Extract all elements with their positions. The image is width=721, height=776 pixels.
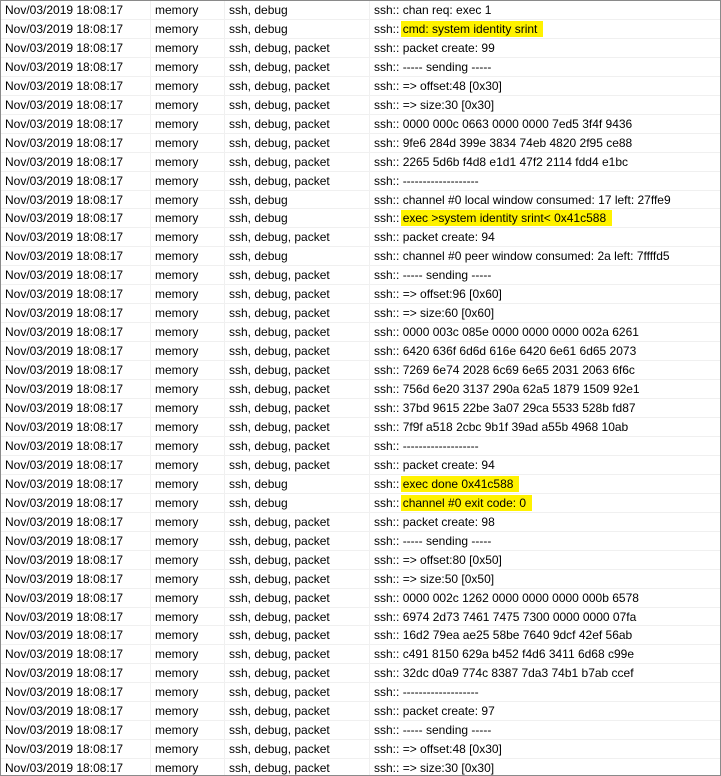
log-row[interactable] xyxy=(1,626,720,645)
log-topic: memory xyxy=(151,740,225,759)
log-tags: ssh, debug, packet xyxy=(225,608,370,627)
log-message xyxy=(370,513,720,532)
log-topic: memory xyxy=(151,759,225,776)
highlighted-text: exec done 0x41c588 xyxy=(401,476,520,492)
log-row[interactable] xyxy=(1,702,720,721)
log-prefix: ssh:: xyxy=(374,419,400,434)
log-text: => size:50 [0x50] xyxy=(402,571,495,586)
log-prefix: ssh:: xyxy=(374,647,400,662)
log-row[interactable] xyxy=(1,494,720,513)
highlighted-text: cmd: system identity srint xyxy=(401,21,544,37)
log-topic: memory xyxy=(151,645,225,664)
log-tags: ssh, debug, packet xyxy=(225,96,370,115)
log-row[interactable] xyxy=(1,58,720,77)
log-prefix: ssh:: xyxy=(374,438,400,453)
log-topic: memory xyxy=(151,342,225,361)
log-row[interactable] xyxy=(1,645,720,664)
log-text: => offset:80 [0x50] xyxy=(402,552,502,567)
log-time: Nov/03/2019 18:08:17 xyxy=(1,721,151,740)
log-row[interactable] xyxy=(1,361,720,380)
log-topic: memory xyxy=(151,228,225,247)
log-topic: memory xyxy=(151,570,225,589)
log-tags: ssh, debug, packet xyxy=(225,532,370,551)
log-prefix: ssh:: xyxy=(374,287,400,302)
log-tags: ssh, debug, packet xyxy=(225,361,370,380)
log-tags: ssh, debug, packet xyxy=(225,721,370,740)
log-topic: memory xyxy=(151,626,225,645)
log-row[interactable] xyxy=(1,115,720,134)
log-time: Nov/03/2019 18:08:17 xyxy=(1,209,151,228)
log-prefix: ssh:: xyxy=(374,723,400,738)
log-time: Nov/03/2019 18:08:17 xyxy=(1,664,151,683)
log-message xyxy=(370,702,720,721)
log-text: 7269 6e74 2028 6c69 6e65 2031 2063 6f6c xyxy=(402,363,635,378)
log-time: Nov/03/2019 18:08:17 xyxy=(1,361,151,380)
log-topic: memory xyxy=(151,266,225,285)
log-tags: ssh, debug, packet xyxy=(225,285,370,304)
log-message xyxy=(370,532,720,551)
log-row[interactable] xyxy=(1,759,720,776)
log-topic: memory xyxy=(151,551,225,570)
log-topic: memory xyxy=(151,589,225,608)
log-text: 32dc d0a9 774c 8387 7da3 74b1 b7ab ccef xyxy=(402,666,634,681)
log-time: Nov/03/2019 18:08:17 xyxy=(1,380,151,399)
log-prefix: ssh:: xyxy=(374,97,400,112)
log-tags: ssh, debug, packet xyxy=(225,134,370,153)
log-topic: memory xyxy=(151,96,225,115)
log-tags: ssh, debug, packet xyxy=(225,380,370,399)
log-text: packet create: 97 xyxy=(402,704,495,719)
log-tags: ssh, debug, packet xyxy=(225,437,370,456)
log-topic: memory xyxy=(151,702,225,721)
log-time: Nov/03/2019 18:08:17 xyxy=(1,266,151,285)
log-message xyxy=(370,77,720,96)
log-row[interactable] xyxy=(1,589,720,608)
log-row[interactable] xyxy=(1,380,720,399)
log-prefix: ssh:: xyxy=(374,192,400,207)
log-message xyxy=(370,342,720,361)
log-row[interactable] xyxy=(1,342,720,361)
log-text: 0000 003c 085e 0000 0000 0000 002a 6261 xyxy=(402,325,639,340)
log-topic: memory xyxy=(151,513,225,532)
log-prefix: ssh:: xyxy=(374,552,400,567)
log-row[interactable] xyxy=(1,399,720,418)
log-row[interactable] xyxy=(1,721,720,740)
log-time: Nov/03/2019 18:08:17 xyxy=(1,475,151,494)
log-row[interactable] xyxy=(1,323,720,342)
log-time: Nov/03/2019 18:08:17 xyxy=(1,39,151,58)
log-row[interactable] xyxy=(1,134,720,153)
log-time: Nov/03/2019 18:08:17 xyxy=(1,228,151,247)
log-text: 6974 2d73 7461 7475 7300 0000 0000 07fa xyxy=(402,609,637,624)
log-row[interactable] xyxy=(1,153,720,172)
log-topic: memory xyxy=(151,475,225,494)
log-message xyxy=(370,608,720,627)
log-tags: ssh, debug, packet xyxy=(225,342,370,361)
log-message xyxy=(370,683,720,702)
log-row[interactable] xyxy=(1,513,720,532)
log-prefix: ssh:: xyxy=(374,666,400,681)
log-message xyxy=(370,759,720,776)
log-prefix: ssh:: xyxy=(374,344,400,359)
log-tags: ssh, debug, packet xyxy=(225,304,370,323)
log-row[interactable] xyxy=(1,209,720,228)
log-text: => offset:48 [0x30] xyxy=(402,742,502,757)
log-text: ------------------- xyxy=(402,173,479,188)
log-prefix: ssh:: xyxy=(374,59,400,74)
log-tags: ssh, debug xyxy=(225,475,370,494)
log-list[interactable] xyxy=(1,1,720,776)
log-text: packet create: 99 xyxy=(402,40,495,55)
log-time: Nov/03/2019 18:08:17 xyxy=(1,532,151,551)
log-message xyxy=(370,551,720,570)
log-time: Nov/03/2019 18:08:17 xyxy=(1,96,151,115)
log-time: Nov/03/2019 18:08:17 xyxy=(1,702,151,721)
log-message xyxy=(370,721,720,740)
log-tags: ssh, debug, packet xyxy=(225,702,370,721)
log-tags: ssh, debug, packet xyxy=(225,323,370,342)
log-message xyxy=(370,740,720,759)
log-message xyxy=(370,191,720,210)
log-text: 37bd 9615 22be 3a07 29ca 5533 528b fd87 xyxy=(402,401,636,416)
log-topic: memory xyxy=(151,532,225,551)
log-text: 756d 6e20 3137 290a 62a5 1879 1509 92e1 xyxy=(402,382,640,397)
log-message xyxy=(370,20,720,39)
log-time: Nov/03/2019 18:08:17 xyxy=(1,589,151,608)
log-topic: memory xyxy=(151,153,225,172)
log-message xyxy=(370,456,720,475)
log-topic: memory xyxy=(151,608,225,627)
log-tags: ssh, debug, packet xyxy=(225,759,370,776)
log-prefix: ssh:: xyxy=(374,21,400,36)
log-text: ----- sending ----- xyxy=(402,723,492,738)
log-topic: memory xyxy=(151,361,225,380)
log-topic: memory xyxy=(151,20,225,39)
log-row[interactable] xyxy=(1,266,720,285)
log-topic: memory xyxy=(151,683,225,702)
log-tags: ssh, debug, packet xyxy=(225,228,370,247)
log-tags: ssh, debug, packet xyxy=(225,172,370,191)
log-time: Nov/03/2019 18:08:17 xyxy=(1,437,151,456)
log-tags: ssh, debug, packet xyxy=(225,683,370,702)
log-row[interactable] xyxy=(1,437,720,456)
log-time: Nov/03/2019 18:08:17 xyxy=(1,1,151,20)
log-prefix: ssh:: xyxy=(374,325,400,340)
log-text: => size:30 [0x30] xyxy=(402,97,495,112)
log-text: ----- sending ----- xyxy=(402,59,492,74)
log-prefix: ssh:: xyxy=(374,116,400,131)
log-message xyxy=(370,304,720,323)
log-text: packet create: 94 xyxy=(402,230,495,245)
log-prefix: ssh:: xyxy=(374,382,400,397)
log-prefix: ssh:: xyxy=(374,761,400,776)
log-message xyxy=(370,475,720,494)
log-prefix: ssh:: xyxy=(374,628,400,643)
log-prefix: ssh:: xyxy=(374,514,400,529)
log-prefix: ssh:: xyxy=(374,571,400,586)
log-time: Nov/03/2019 18:08:17 xyxy=(1,494,151,513)
log-time: Nov/03/2019 18:08:17 xyxy=(1,285,151,304)
log-message xyxy=(370,664,720,683)
log-message xyxy=(370,323,720,342)
log-row[interactable] xyxy=(1,77,720,96)
log-tags: ssh, debug, packet xyxy=(225,115,370,134)
log-text: channel #0 peer window consumed: 2a left: 7ffffd5 xyxy=(402,249,670,264)
log-message xyxy=(370,115,720,134)
log-text: c491 8150 629a b452 f4d6 3411 6d68 c99e xyxy=(402,647,635,662)
log-topic: memory xyxy=(151,494,225,513)
log-text: ----- sending ----- xyxy=(402,533,492,548)
log-topic: memory xyxy=(151,285,225,304)
log-tags: ssh, debug, packet xyxy=(225,551,370,570)
log-time: Nov/03/2019 18:08:17 xyxy=(1,247,151,266)
log-time: Nov/03/2019 18:08:17 xyxy=(1,172,151,191)
log-text: chan req: exec 1 xyxy=(402,3,492,17)
log-prefix: ssh:: xyxy=(374,685,400,700)
log-row[interactable] xyxy=(1,570,720,589)
log-prefix: ssh:: xyxy=(374,704,400,719)
log-topic: memory xyxy=(151,115,225,134)
log-text: channel #0 local window consumed: 17 left: 27ffe9 xyxy=(402,192,671,207)
log-topic: memory xyxy=(151,39,225,58)
log-tags: ssh, debug, packet xyxy=(225,570,370,589)
log-topic: memory xyxy=(151,437,225,456)
log-tags: ssh, debug, packet xyxy=(225,664,370,683)
log-time: Nov/03/2019 18:08:17 xyxy=(1,115,151,134)
log-tags: ssh, debug, packet xyxy=(225,645,370,664)
log-tags: ssh, debug xyxy=(225,247,370,266)
log-row[interactable] xyxy=(1,683,720,702)
log-prefix: ssh:: xyxy=(374,211,400,226)
log-prefix: ssh:: xyxy=(374,609,400,624)
log-row[interactable] xyxy=(1,191,720,210)
log-text: 6420 636f 6d6d 616e 6420 6e61 6d65 2073 xyxy=(402,344,637,359)
log-text: => size:30 [0x30] xyxy=(402,761,495,776)
log-row[interactable] xyxy=(1,608,720,627)
log-topic: memory xyxy=(151,191,225,210)
log-prefix: ssh:: xyxy=(374,249,400,264)
log-text: ------------------- xyxy=(402,438,479,453)
log-tags: ssh, debug, packet xyxy=(225,399,370,418)
log-topic: memory xyxy=(151,721,225,740)
log-text: packet create: 94 xyxy=(402,457,495,472)
log-row[interactable] xyxy=(1,418,720,437)
log-topic: memory xyxy=(151,247,225,266)
log-tags: ssh, debug, packet xyxy=(225,418,370,437)
highlighted-text: exec >system identity srint< 0x41c588 xyxy=(401,210,612,226)
log-topic: memory xyxy=(151,1,225,20)
log-time: Nov/03/2019 18:08:17 xyxy=(1,153,151,172)
log-topic: memory xyxy=(151,664,225,683)
log-prefix: ssh:: xyxy=(374,476,400,491)
log-time: Nov/03/2019 18:08:17 xyxy=(1,20,151,39)
log-tags: ssh, debug, packet xyxy=(225,58,370,77)
log-text: 2265 5d6b f4d8 e1d1 47f2 2114 fdd4 e1bc xyxy=(402,154,629,169)
log-topic: memory xyxy=(151,172,225,191)
log-message xyxy=(370,209,720,228)
log-prefix: ssh:: xyxy=(374,268,400,283)
log-prefix: ssh:: xyxy=(374,457,400,472)
log-text: 0000 002c 1262 0000 0000 0000 000b 6578 xyxy=(402,590,639,605)
log-text: 16d2 79ea ae25 58be 7640 9dcf 42ef 56ab xyxy=(402,628,633,643)
log-message xyxy=(370,58,720,77)
highlighted-text: channel #0 exit code: 0 xyxy=(401,495,532,511)
log-tags: ssh, debug, packet xyxy=(225,456,370,475)
log-message xyxy=(370,437,720,456)
log-time: Nov/03/2019 18:08:17 xyxy=(1,608,151,627)
log-message xyxy=(370,645,720,664)
log-prefix: ssh:: xyxy=(374,363,400,378)
log-prefix: ssh:: xyxy=(374,173,400,188)
log-topic: memory xyxy=(151,418,225,437)
log-row[interactable] xyxy=(1,304,720,323)
log-row[interactable] xyxy=(1,20,720,39)
log-tags: ssh, debug, packet xyxy=(225,77,370,96)
log-prefix: ssh:: xyxy=(374,40,400,55)
log-prefix: ssh:: xyxy=(374,154,400,169)
log-row[interactable] xyxy=(1,475,720,494)
log-message xyxy=(370,247,720,266)
log-tags: ssh, debug, packet xyxy=(225,589,370,608)
log-tags: ssh, debug, packet xyxy=(225,266,370,285)
log-tags: ssh, debug xyxy=(225,191,370,210)
log-topic: memory xyxy=(151,304,225,323)
log-topic: memory xyxy=(151,323,225,342)
log-text: 7f9f a518 2cbc 9b1f 39ad a55b 4968 10ab xyxy=(402,419,629,434)
log-time: Nov/03/2019 18:08:17 xyxy=(1,551,151,570)
log-row[interactable] xyxy=(1,740,720,759)
log-topic: memory xyxy=(151,209,225,228)
log-tags: ssh, debug xyxy=(225,1,370,20)
log-time: Nov/03/2019 18:08:17 xyxy=(1,645,151,664)
log-tags: ssh, debug, packet xyxy=(225,39,370,58)
log-prefix: ssh:: xyxy=(374,495,400,510)
log-time: Nov/03/2019 18:08:17 xyxy=(1,626,151,645)
log-time: Nov/03/2019 18:08:17 xyxy=(1,418,151,437)
log-message xyxy=(370,1,720,20)
log-tags: ssh, debug, packet xyxy=(225,153,370,172)
log-text: packet create: 98 xyxy=(402,514,495,529)
log-row[interactable] xyxy=(1,456,720,475)
log-message xyxy=(370,266,720,285)
log-topic: memory xyxy=(151,399,225,418)
log-topic: memory xyxy=(151,77,225,96)
log-message xyxy=(370,380,720,399)
log-message xyxy=(370,626,720,645)
log-message xyxy=(370,134,720,153)
log-prefix: ssh:: xyxy=(374,78,400,93)
log-row[interactable] xyxy=(1,532,720,551)
log-message xyxy=(370,361,720,380)
log-text: 9fe6 284d 399e 3834 74eb 4820 2f95 ce88 xyxy=(402,135,633,150)
log-text: => offset:96 [0x60] xyxy=(402,287,502,302)
log-prefix: ssh:: xyxy=(374,590,400,605)
log-row[interactable] xyxy=(1,285,720,304)
log-message xyxy=(370,399,720,418)
log-message xyxy=(370,153,720,172)
log-time: Nov/03/2019 18:08:17 xyxy=(1,513,151,532)
log-prefix: ssh:: xyxy=(374,306,400,321)
log-tags: ssh, debug, packet xyxy=(225,740,370,759)
log-tags: ssh, debug xyxy=(225,209,370,228)
log-prefix: ssh:: xyxy=(374,533,400,548)
log-text: 0000 000c 0663 0000 0000 7ed5 3f4f 9436 xyxy=(402,116,633,131)
log-time: Nov/03/2019 18:08:17 xyxy=(1,570,151,589)
log-row[interactable] xyxy=(1,247,720,266)
log-topic: memory xyxy=(151,380,225,399)
log-row[interactable] xyxy=(1,96,720,115)
log-time: Nov/03/2019 18:08:17 xyxy=(1,399,151,418)
log-time: Nov/03/2019 18:08:17 xyxy=(1,759,151,776)
log-message xyxy=(370,96,720,115)
log-prefix: ssh:: xyxy=(374,230,400,245)
log-prefix: ssh:: xyxy=(374,3,400,17)
log-text: => offset:48 [0x30] xyxy=(402,78,502,93)
log-message xyxy=(370,589,720,608)
log-message xyxy=(370,285,720,304)
log-topic: memory xyxy=(151,58,225,77)
log-text: => size:60 [0x60] xyxy=(402,306,495,321)
log-topic: memory xyxy=(151,456,225,475)
log-time: Nov/03/2019 18:08:17 xyxy=(1,456,151,475)
log-row[interactable] xyxy=(1,172,720,191)
log-tags: ssh, debug xyxy=(225,20,370,39)
log-message xyxy=(370,172,720,191)
log-time: Nov/03/2019 18:08:17 xyxy=(1,342,151,361)
log-time: Nov/03/2019 18:08:17 xyxy=(1,304,151,323)
log-row[interactable] xyxy=(1,228,720,247)
log-message xyxy=(370,418,720,437)
log-tags: ssh, debug, packet xyxy=(225,513,370,532)
log-row[interactable] xyxy=(1,551,720,570)
log-prefix: ssh:: xyxy=(374,742,400,757)
log-prefix: ssh:: xyxy=(374,401,400,416)
log-text: ------------------- xyxy=(402,685,479,700)
log-time: Nov/03/2019 18:08:17 xyxy=(1,191,151,210)
log-row[interactable] xyxy=(1,39,720,58)
log-tags: ssh, debug xyxy=(225,494,370,513)
log-message xyxy=(370,494,720,513)
log-time: Nov/03/2019 18:08:17 xyxy=(1,134,151,153)
log-tags: ssh, debug, packet xyxy=(225,626,370,645)
log-text: ----- sending ----- xyxy=(402,268,492,283)
log-time: Nov/03/2019 18:08:17 xyxy=(1,683,151,702)
log-row[interactable] xyxy=(1,664,720,683)
log-message xyxy=(370,228,720,247)
log-row[interactable] xyxy=(1,1,720,20)
log-time: Nov/03/2019 18:08:17 xyxy=(1,740,151,759)
log-time: Nov/03/2019 18:08:17 xyxy=(1,77,151,96)
log-topic: memory xyxy=(151,134,225,153)
log-prefix: ssh:: xyxy=(374,135,400,150)
log-time: Nov/03/2019 18:08:17 xyxy=(1,323,151,342)
log-message xyxy=(370,39,720,58)
log-time: Nov/03/2019 18:08:17 xyxy=(1,58,151,77)
log-message xyxy=(370,570,720,589)
